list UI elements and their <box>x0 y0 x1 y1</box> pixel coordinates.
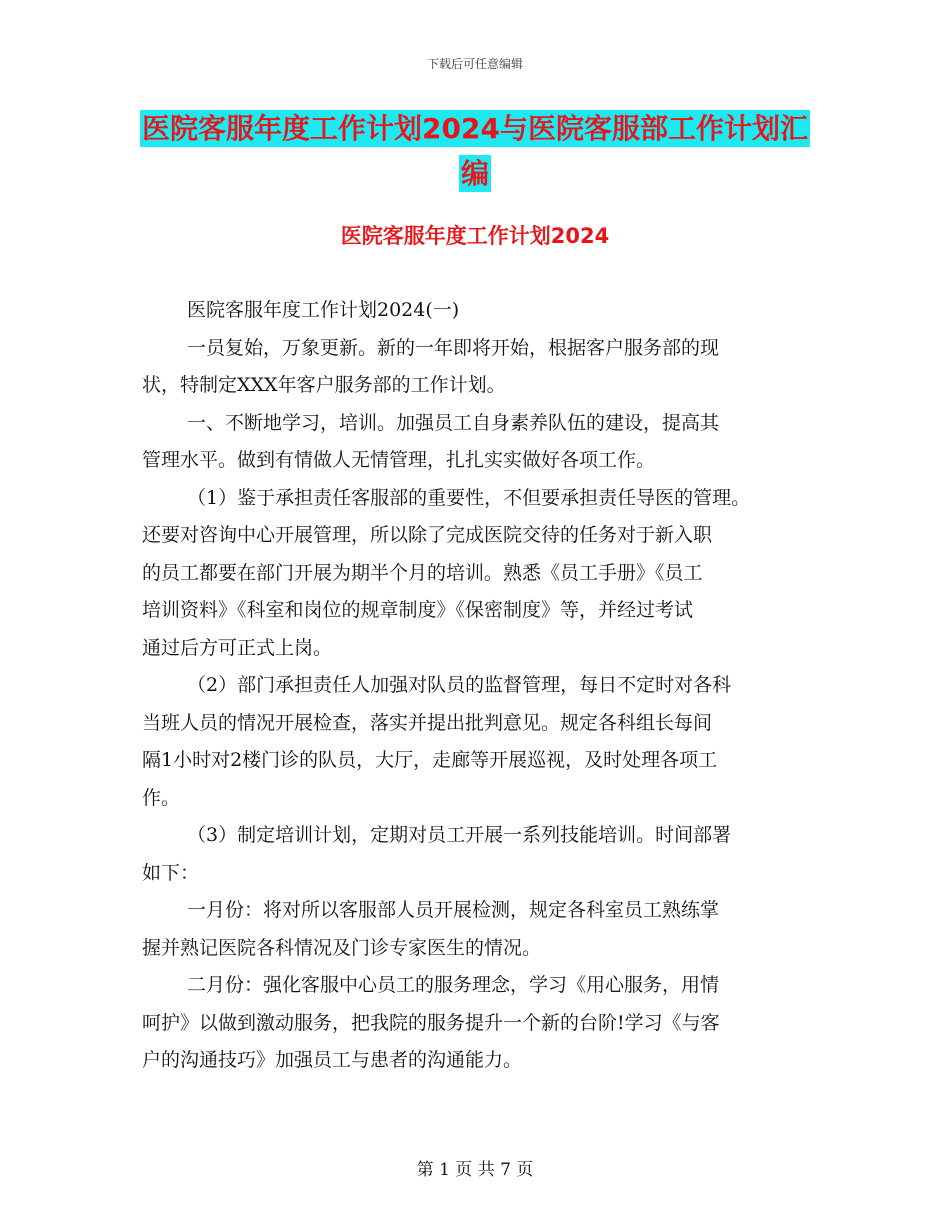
paragraph-line: 户的沟通技巧》加强员工与患者的沟通能力。 <box>142 1049 523 1071</box>
document-title-line-1 <box>0 105 950 153</box>
paragraph-line: 一、不断地学习，培训。加强员工自身素养队伍的建设，提高其 <box>187 412 720 434</box>
paragraph-line: 还要对咨询中心开展管理，所以除了完成医院交待的任务对于新入职 <box>142 524 713 546</box>
paragraph-line: （2）部门承担责任人加强对队员的监督管理，每日不定时对各科 <box>187 674 732 696</box>
paragraph-line: 的员工都要在部门开展为期半个月的培训。熟悉《员工手册》《员工 <box>142 562 703 584</box>
paragraph-line: （1）鉴于承担责任客服部的重要性，不但要承担责任导医的管理。 <box>187 487 751 509</box>
paragraph-line: 当班人员的情况开展检查，落实并提出批判意见。规定各科组长每间 <box>142 712 713 734</box>
paragraph-line: 通过后方可正式上岗。 <box>142 637 333 659</box>
header-note: 下载后可任意编辑 <box>426 57 523 71</box>
paragraph-line: 医院客服年度工作计划2024(一) <box>187 299 460 321</box>
paragraph-line: 握并熟记医院各科情况及门诊专家医生的情况。 <box>142 937 542 959</box>
document-title-line-2 <box>0 150 950 198</box>
paragraph-line: 一月份：将对所以客服部人员开展检测，规定各科室员工熟练掌 <box>187 899 720 921</box>
paragraph-line: 如下： <box>142 862 200 884</box>
paragraph-line: 呵护》以做到激动服务，把我院的服务提升一个新的台阶!学习《与客 <box>142 1012 720 1034</box>
paragraph-line: 一员复始，万象更新。新的一年即将开始，根据客户服务部的现 <box>187 337 720 359</box>
paragraph-line: 状，特制定XXX年客户服务部的工作计划。 <box>142 374 506 396</box>
page-number: 第 1 页 共 7 页 <box>416 1160 534 1180</box>
paragraph-line: 管理水平。做到有情做人无情管理，扎扎实实做好各项工作。 <box>142 449 656 471</box>
paragraph-line: 隔1小时对2楼门诊的队员，大厅，走廊等开展巡视，及时处理各项工 <box>142 749 718 771</box>
paragraph-line: 二月份：强化客服中心员工的服务理念，学习《用心服务，用情 <box>187 974 720 996</box>
document-title-text-2: 编 <box>460 157 489 190</box>
paragraph-line: （3）制定培训计划，定期对员工开展一系列技能培训。时间部署 <box>187 824 732 846</box>
document-title-text-1: 医院客服年度工作计划2024与医院客服部工作计划汇 <box>142 112 808 145</box>
section-title: 医院客服年度工作计划2024 <box>340 224 610 248</box>
paragraph-line: 作。 <box>142 787 181 809</box>
paragraph-line: 培训资料》《科室和岗位的规章制度》《保密制度》等，并经过考试 <box>142 599 694 621</box>
